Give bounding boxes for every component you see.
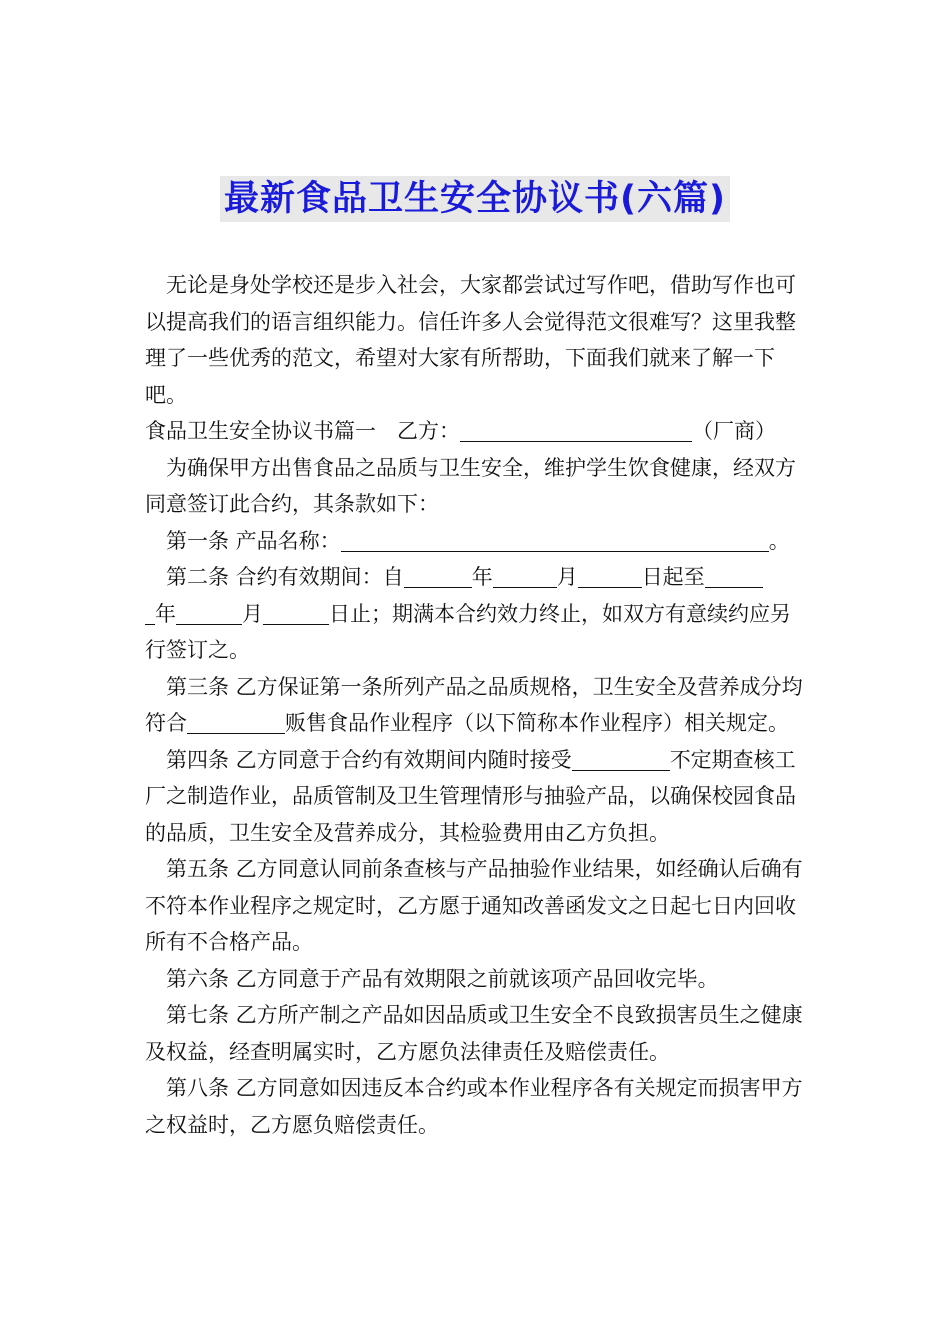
end-year-blank-b	[145, 602, 155, 625]
start-day-label: 日起至	[641, 565, 705, 589]
agreement-heading-line	[145, 413, 810, 450]
end-year-blank-a	[705, 565, 763, 588]
end-year-label: 年	[155, 601, 176, 626]
agreement-heading: 食品卫生安全协议书篇一 乙方：	[145, 419, 460, 443]
product-name-blank	[341, 529, 769, 552]
article-1-end: 。	[768, 528, 790, 553]
article-3-text: 第三条 乙方保证第一条所列产品之品质规格，卫生安全及营养成分均符合	[145, 674, 803, 735]
article-1	[145, 523, 810, 560]
article-3-end: 贩售食品作业程序（以下简称本作业程序）相关规定。	[285, 711, 789, 735]
article-2	[145, 559, 810, 669]
article-7: 第七条 乙方所产制之产品如因品质或卫生安全不良致损害员生之健康及权益，经查明属实时，乙方愿负法律责任及赔偿责任。	[145, 1003, 803, 1064]
article-2-end: 日止；期满本合约效力终止，如双方有意续约应另行签订之。	[145, 601, 791, 662]
title-container	[0, 176, 950, 222]
document-title: 最新食品卫生安全协议书(六篇)	[220, 176, 730, 222]
inspector-blank	[572, 748, 670, 771]
end-month-label: 月	[242, 601, 263, 626]
article-4-text: 第四条 乙方同意于合约有效期间内随时接受	[166, 747, 572, 772]
preamble-paragraph: 为确保甲方出售食品之品质与卫生安全，维护学生饮食健康，经双方同意签订此合约，其条款如下：	[145, 455, 796, 516]
end-month-blank	[176, 602, 242, 625]
start-day-blank	[578, 565, 642, 588]
intro-paragraph: 无论是身处学校还是步入社会，大家都尝试过写作吧，借助写作也可以提高我们的语言组织能力。信任许多人会觉得范文很难写？这里我整理了一些优秀的范文，希望对大家有所帮助，下面我们就来了解一下吧。	[145, 273, 796, 407]
article-4-end: 不定期查核工厂之制造作业，品质管制及卫生管理情形与抽验产品，以确保校园食品的品质，卫生安全及营养成分，其检验费用由乙方负担。	[145, 747, 796, 845]
article-8: 第八条 乙方同意如因违反本合约或本作业程序各有关规定而损害甲方之权益时，乙方愿负赔偿责任。	[145, 1076, 803, 1137]
article-2-text: 第二条 合约有效期间：自	[166, 565, 404, 589]
article-4	[145, 742, 810, 852]
article-1-text: 第一条 产品名称：	[166, 528, 341, 553]
party-b-blank	[460, 419, 692, 442]
start-month-label: 月	[556, 565, 578, 589]
standard-blank	[187, 711, 285, 734]
end-day-blank	[263, 602, 329, 625]
start-year-label: 年	[471, 565, 493, 589]
article-6: 第六条 乙方同意于产品有效期限之前就该项产品回收完毕。	[166, 966, 719, 991]
party-b-suffix: （厂商）	[692, 419, 776, 443]
article-3	[145, 669, 810, 742]
article-5: 第五条 乙方同意认同前条查核与产品抽验作业结果，如经确认后确有不符本作业程序之规定时，乙方愿于通知改善函发文之日起七日内回收所有不合格产品。	[145, 857, 803, 954]
start-month-blank	[493, 565, 557, 588]
document-body	[145, 267, 810, 1143]
start-year-blank	[404, 565, 472, 588]
